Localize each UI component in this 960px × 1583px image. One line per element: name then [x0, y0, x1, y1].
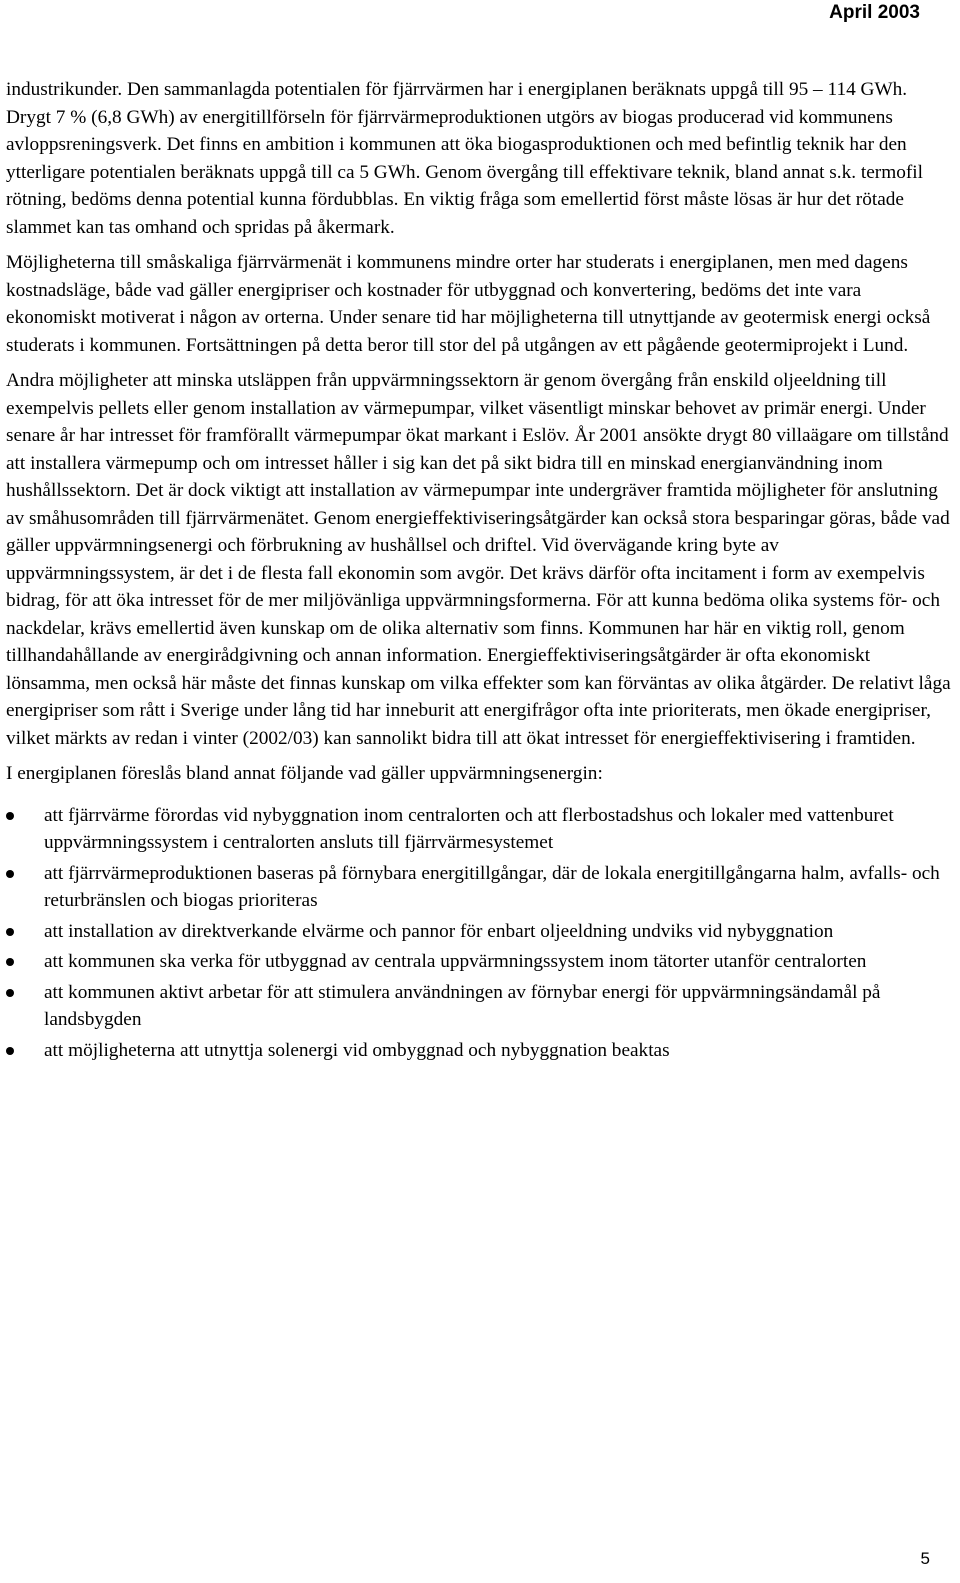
list-item	[6, 948, 951, 976]
list-item	[6, 802, 951, 857]
list-item-text: att fjärrvärmeproduktionen baseras på förnybara energitillgångar, där de lokala energitillgångarna halm, avfalls- och returbränslen och biogas prioriteras	[44, 862, 940, 911]
list-item	[6, 1037, 951, 1065]
list-item-text: att fjärrvärme förordas vid nybyggnation inom centralorten och att flerbostadshus och lokaler med vattenburet uppvärmningssystem i centralorten ansluts till fjärrvärmesystemet	[44, 804, 894, 853]
paragraph-proposals-intro: I energiplanen föreslås bland annat följande vad gäller uppvärmningsenergin:	[6, 763, 603, 784]
paragraph-biogas: industrikunder. Den sammanlagda potentialen för fjärrvärmen har i energiplanen beräknats uppgå till 95 – 114 GWh. Drygt 7 % (6,8 GWh) av energitillförseln för fjärrvärmeproduktionen utgörs av biogas producerad vid kommunens avloppsreningsverk. Det finns en ambition i kommunen att öka biogasproduktionen och med befintlig teknik har den ytterligare potentialen beräknats uppgå till ca 5 GWh. Genom övergång till effektivare teknik, bland annat s.k. termofil rötning, bedöms denna potential kunna fördubblas. En viktig fråga som emellertid först måste lösas är hur det rötade slammet kan tas omhand och spridas på åkermark.	[6, 79, 923, 238]
proposals-list	[6, 802, 951, 1065]
bullet-icon	[6, 989, 14, 997]
header-date: April 2003	[829, 2, 920, 23]
list-item	[6, 860, 951, 915]
bullet-icon	[6, 1047, 14, 1055]
list-item	[6, 918, 951, 946]
list-item-text: att kommunen ska verka för utbyggnad av centrala uppvärmningssystem inom tätorter utanför centralorten	[44, 951, 867, 972]
list-item-text: att möjligheterna att utnyttja solenergi vid ombyggnad och nybyggnation beaktas	[44, 1039, 670, 1061]
bullet-icon	[6, 928, 14, 936]
bullet-icon	[6, 812, 14, 820]
paragraph-small-district-heating: Möjligheterna till småskaliga fjärrvärmenät i kommunens mindre orter har studerats i energiplanen, men med dagens kostnadsläge, både vad gäller energipriser och kostnader för utbyggnad och konvertering, bedöms det inte vara ekonomiskt motiverat i någon av orterna. Under senare tid har möjligheterna till utnyttjande av geotermisk energi också studerats i kommunen. Fortsättningen på detta beror till stor del på utgången av ett pågående geotermiprojekt i Lund.	[6, 252, 931, 356]
page-number: 5	[920, 1549, 930, 1568]
list-item-text: att installation av direktverkande elvärme och pannor för enbart oljeeldning undviks vid nybyggnation	[44, 920, 834, 942]
bullet-icon	[6, 870, 14, 878]
list-item	[6, 979, 951, 1034]
paragraph-heat-pumps: Andra möjligheter att minska utsläppen från uppvärmningssektorn är genom övergång från enskild oljeeldning till exempelvis pellets eller genom installation av värmepumpar, vilket väsentligt minskar behovet av primär energi. Under senare år har intresset för framförallt värmepumpar ökat markant i Eslöv. År 2001 ansökte drygt 80 villaägare om tillstånd att installera värmepump och om intresset håller i sig kan det på sikt bidra till en minskad energianvändning inom hushållssektorn. Det är dock viktigt att installation av värmepumpar inte undergräver framtida möjligheter för anslutning av småhusområden till fjärrvärmenätet. Genom energieffektiviseringsåtgärder kan också stora besparingar göras, både vad gäller uppvärmningsenergi och förbrukning av hushållsel och driftel. Vid övervägande kring byte av uppvärmningssystem, är det i de flesta fall ekonomin som avgör. Det krävs därför ofta incitament i form av exempelvis bidrag, för att öka intresset för de mer miljövänliga uppvärmningsformerna. För att kunna bedöma olika systems för- och nackdelar, krävs emellertid även kunskap om de olika alternativ som finns. Kommunen har här en viktig roll, genom tillhandahållande av energirådgivning och annan information. Energieffektiviseringsåtgärder är ofta ekonomiskt lönsamma, men också här måste det finnas kunskap om vilka effekter som kan förväntas av olika åtgärder. De relativt låga energipriser som rått i Sverige under lång tid har inneburit att energifrågor ofta inte prioriterats, men ökade energipriser, vilket märkts av redan i vinter (2002/03) kan sannolikt bidra till att ökat intresset för energieffektivisering i framtiden.	[6, 370, 951, 749]
document-body	[6, 76, 951, 1067]
bullet-icon	[6, 958, 14, 966]
list-item-text: att kommunen aktivt arbetar för att stimulera användningen av förnybar energi för uppvärmningsändamål på landsbygden	[44, 981, 881, 1030]
